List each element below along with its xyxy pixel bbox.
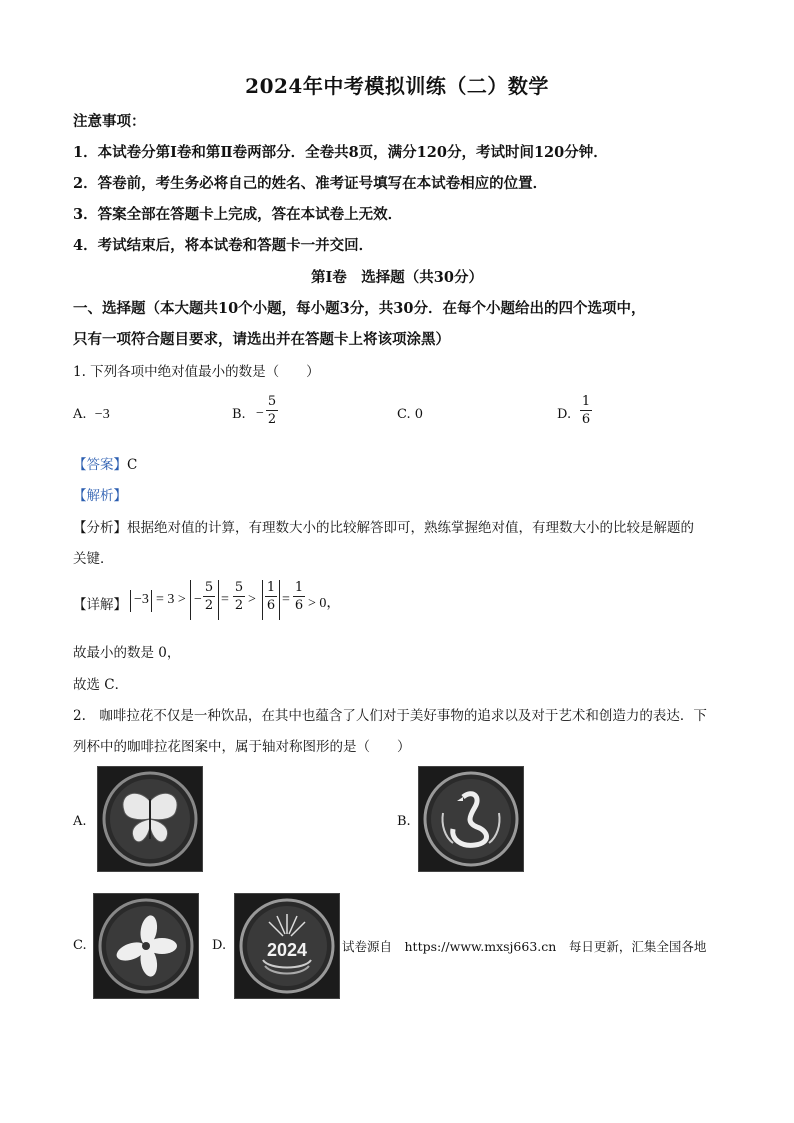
fenxi-text-continued: 关键．	[73, 551, 114, 567]
option-d-numerator: 1	[581, 394, 591, 409]
option-b-sign: −	[256, 406, 264, 421]
abs-bar	[279, 580, 280, 620]
fraction-bar	[580, 410, 592, 411]
numerator: 5	[204, 580, 214, 595]
q1-conclusion-1: 故最小的数是 0，	[73, 645, 181, 661]
option-a-label: A.	[73, 407, 87, 422]
swan-latte-image	[418, 766, 524, 872]
option-b-numerator: 5	[267, 394, 277, 409]
fraction-bar	[203, 596, 215, 597]
notice-item-4: 4．考试结束后，将本试卷和答题卡一并交回．	[73, 237, 374, 254]
notice-item-2: 2．答卷前，考生务必将自己的姓名、准考证号填写在本试卷相应的位置．	[73, 175, 548, 192]
notice-heading: 注意事项：	[73, 113, 146, 130]
q2-option-d-label: D.	[212, 938, 227, 953]
q2-stem-line1: 2. 咖啡拉花不仅是一种饮品，在其中也蕴含了人们对于美好事物的追求以及对于艺术和创造力的表达．下	[73, 708, 707, 724]
option-b-denominator: 2	[267, 412, 277, 427]
numerator: 1	[294, 580, 304, 595]
watermark-text: 试卷源自 https://www.mxsj663.cn 每日更新，汇集全国各地	[342, 939, 707, 954]
section-instruction-line2: 只有一项符合题目要求，请选出并在答题卡上将该项涂黑）	[73, 331, 450, 348]
abs-bar	[262, 580, 263, 620]
detail-eq1: = 3 >	[156, 592, 186, 607]
abs-bar	[218, 580, 219, 620]
denominator: 2	[204, 598, 214, 613]
detail-tail: > 0，	[308, 596, 341, 611]
q2-option-b-label: B.	[397, 814, 411, 829]
detail-tag: 【详解】	[73, 597, 127, 613]
option-d-fraction	[580, 394, 592, 427]
answer-value: C	[127, 457, 138, 473]
fenxi-text: 根据绝对值的计算，有理数大小的比较解答即可，熟练掌握绝对值，有理数大小的比较是解题的	[127, 520, 694, 536]
flower-latte-image	[93, 893, 199, 999]
denominator: 6	[266, 598, 276, 613]
q1-option-c: C. 0	[397, 407, 424, 422]
denominator: 6	[294, 598, 304, 613]
section-instruction-line1: 一、选择题（本大题共10个小题，每小题3分，共30分．在每个小题给出的四个选项中，	[73, 300, 646, 317]
detail-eq2: =	[221, 592, 229, 607]
option-a-value: −3	[94, 407, 110, 422]
numerator: 5	[234, 580, 244, 595]
detail-abs-minus3: −3	[134, 592, 149, 607]
detail-gt: >	[248, 592, 256, 607]
fenxi-tag: 【分析】	[73, 520, 127, 536]
fraction-bar	[265, 596, 277, 597]
notice-item-1: 1．本试卷分第Ⅰ卷和第Ⅱ卷两部分．全卷共8页，满分120分，考试时间120分钟．	[73, 144, 608, 161]
q2-option-c-label: C.	[73, 938, 87, 953]
option-d-denominator: 6	[581, 412, 591, 427]
abs-bar	[130, 590, 131, 612]
abs-bar	[151, 590, 152, 612]
detail-fraction-5-2	[203, 580, 215, 613]
numerator: 1	[266, 580, 276, 595]
fraction-bar	[293, 596, 305, 597]
page-title: 2024年中考模拟训练（二）数学	[245, 74, 549, 98]
q1-answer	[73, 453, 137, 473]
analysis-tag: 【解析】	[73, 488, 127, 504]
latte-2024-text: 2024	[266, 940, 308, 960]
fraction-bar	[233, 596, 245, 597]
abs-bar	[190, 580, 191, 620]
answer-tag: 【答案】	[73, 457, 127, 473]
butterfly-latte-image	[97, 766, 203, 872]
q1-conclusion-2: 故选 C．	[73, 677, 129, 693]
q2-stem-line2: 列杯中的咖啡拉花图案中，属于轴对称图形的是（ ）	[73, 739, 411, 755]
2024-latte-image	[234, 893, 340, 999]
fraction-bar	[266, 410, 278, 411]
option-b-fraction	[266, 394, 278, 427]
detail-fraction-5-2b	[233, 580, 245, 613]
section-heading: 第Ⅰ卷 选择题（共30分）	[311, 269, 483, 286]
option-d-label: D.	[557, 407, 572, 422]
q1-fenxi	[73, 516, 694, 536]
detail-fraction-1-6	[265, 580, 277, 613]
detail-eq3: =	[282, 592, 290, 607]
notice-item-3: 3．答案全部在答题卡上完成，答在本试卷上无效．	[73, 206, 403, 223]
q1-stem: 1. 下列各项中绝对值最小的数是（ ）	[73, 364, 320, 380]
q1-option-a	[73, 407, 110, 423]
detail-minus-sign: −	[194, 592, 202, 607]
option-b-label: B.	[232, 407, 246, 422]
denominator: 2	[234, 598, 244, 613]
q2-option-a-label: A.	[73, 814, 87, 829]
detail-fraction-1-6b	[293, 580, 305, 613]
